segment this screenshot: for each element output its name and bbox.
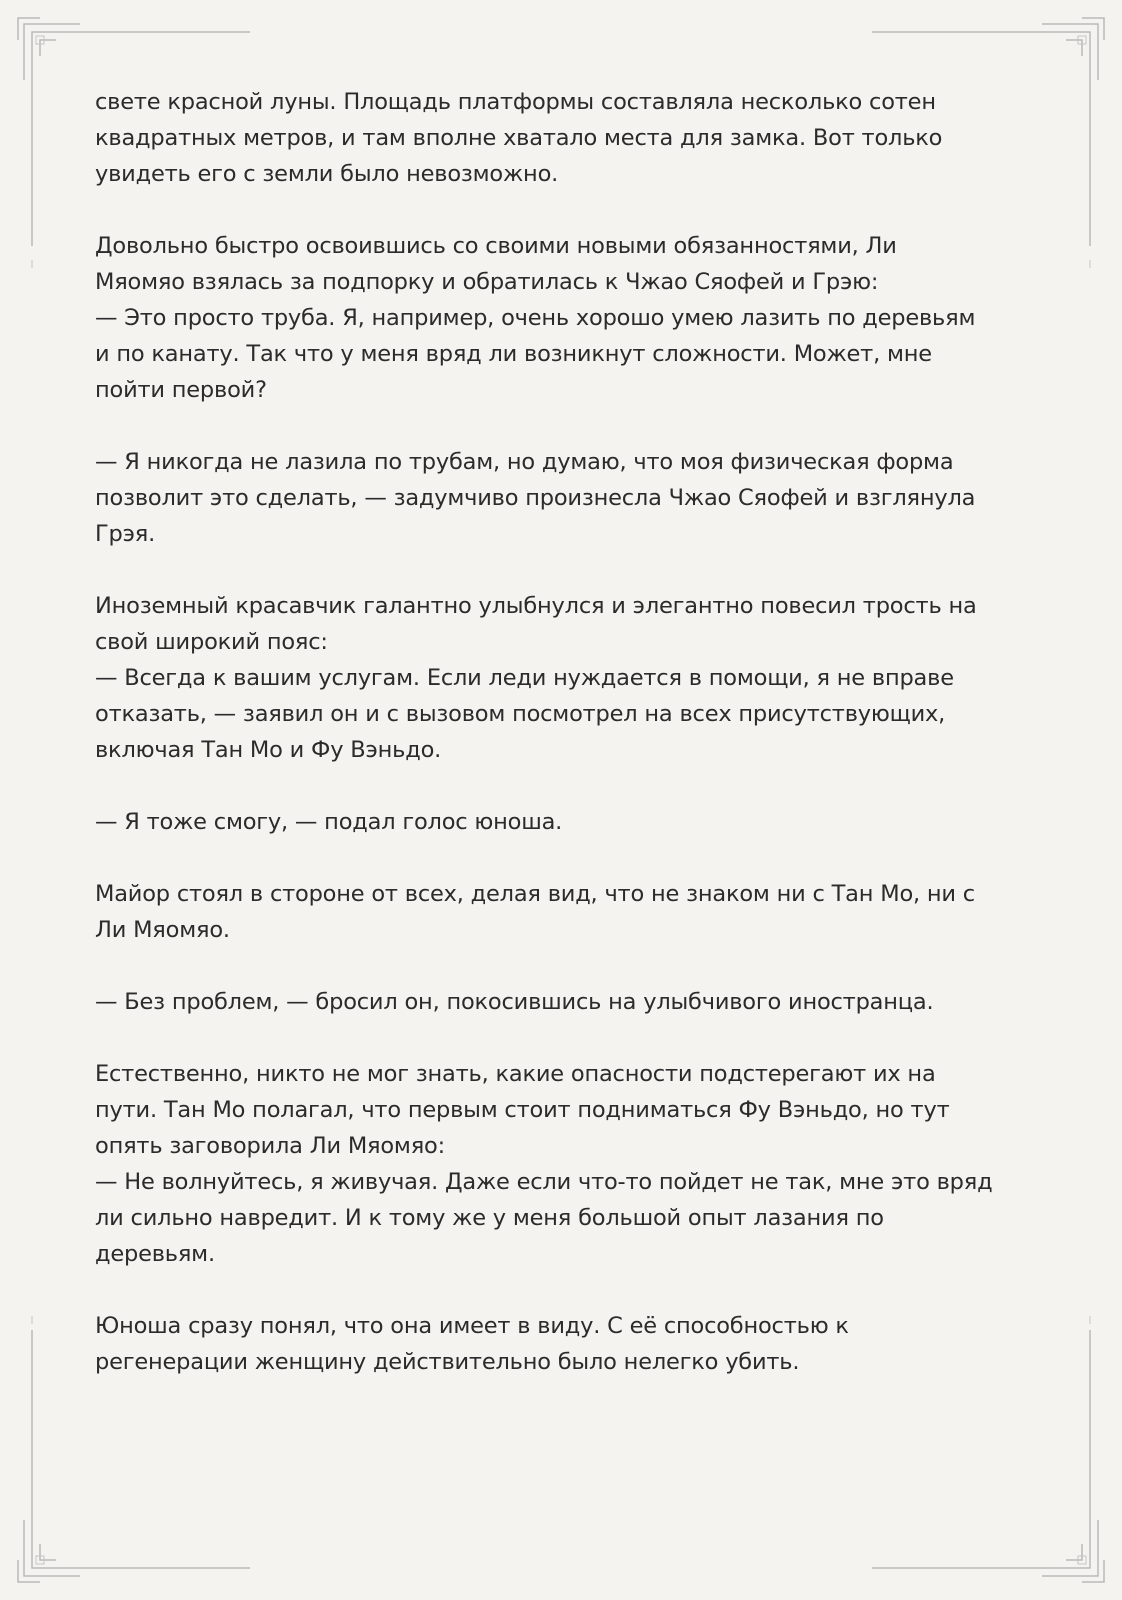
paragraph [95,876,1035,948]
paragraph [95,984,1035,1020]
text-line: Юноша сразу понял, что она имеет в виду. С её способностью к [95,1313,849,1339]
text-line: — Всегда к вашим услугам. Если леди нуждается в помощи, я не вправе [95,665,954,691]
text-line: пойти первой? [95,377,267,403]
text-line: — Это просто труба. Я, например, очень хорошо умею лазить по деревьям [95,305,976,331]
text-line: Довольно быстро освоившись со своими новыми обязанностями, Ли [95,233,897,259]
text-line: деревьям. [95,1241,215,1267]
paragraph [95,1056,1035,1272]
text-line: регенерации женщину действительно было нелегко убить. [95,1349,800,1375]
text-line: отказать, — заявил он и с вызовом посмотрел на всех присутствующих, [95,701,946,727]
text-line: — Я никогда не лазила по трубам, но думаю, что моя физическая форма [95,449,954,475]
paragraph [95,1308,1035,1380]
text-line: включая Тан Мо и Фу Вэньдо. [95,737,442,763]
text-line: свой широкий пояс: [95,629,328,655]
paragraph [95,588,1035,768]
text-line: позволит это сделать, — задумчиво произнесла Чжао Сяофей и взглянула [95,485,976,511]
paragraph [95,444,1035,552]
text-line: Грэя. [95,521,156,547]
text-line: Естественно, никто не мог знать, какие опасности подстерегают их на [95,1061,936,1087]
text-line: увидеть его с земли было невозможно. [95,161,559,187]
text-line: и по канату. Так что у меня вряд ли возникнут сложности. Может, мне [95,341,932,367]
text-line: Мяомяо взялась за подпорку и обратилась к Чжао Сяофей и Грэю: [95,269,879,295]
paragraph [95,84,1035,192]
story-text [95,84,1035,1416]
paragraph [95,228,1035,408]
text-line: квадратных метров, и там вполне хватало места для замка. Вот только [95,125,943,151]
text-line: свете красной луны. Площадь платформы составляла несколько сотен [95,89,936,115]
text-line: — Без проблем, — бросил он, покосившись на улыбчивого иностранца. [95,989,934,1015]
text-line: Майор стоял в стороне от всех, делая вид, что не знаком ни с Тан Мо, ни с [95,881,975,907]
text-line: — Я тоже смогу, — подал голос юноша. [95,809,563,835]
text-line: опять заговорила Ли Мяомяо: [95,1133,445,1159]
text-line: пути. Тан Мо полагал, что первым стоит подниматься Фу Вэньдо, но тут [95,1097,950,1123]
text-line: Иноземный красавчик галантно улыбнулся и элегантно повесил трость на [95,593,977,619]
paragraph [95,804,1035,840]
text-line: — Не волнуйтесь, я живучая. Даже если что-то пойдет не так, мне это вряд [95,1169,993,1195]
text-line: Ли Мяомяо. [95,917,230,943]
text-line: ли сильно навредит. И к тому же у меня большой опыт лазания по [95,1205,884,1231]
